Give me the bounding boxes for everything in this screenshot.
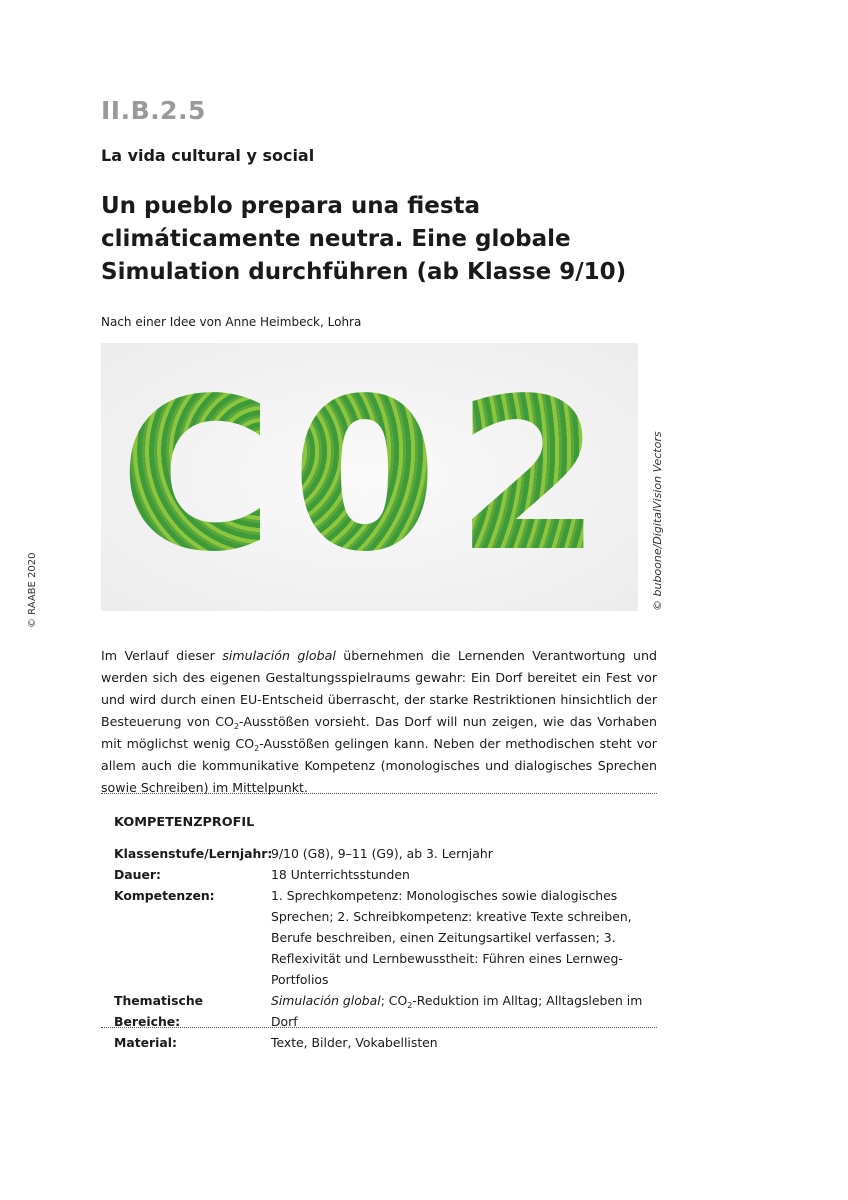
subscript: 2 [233, 722, 240, 731]
profile-heading: KOMPETENZPROFIL [114, 815, 255, 830]
text: übernehmen die Lernenden Verantwortung und werden sich des eigenen Gestaltungsspielraums gewahr: Ein Dorf bereitet ein Fest vor und wird durch einen EU-Entscheid überrascht, der starke Restriktionen hinsichtlich der Besteuerung von CO [101, 648, 657, 729]
subscript: 2 [407, 1001, 413, 1010]
profile-value: Texte, Bilder, Vokabellisten [271, 1035, 438, 1050]
profile-label: Dauer: [114, 867, 161, 882]
profile-value [271, 990, 654, 1032]
profile-label: Klassenstufe/Lernjahr: [114, 846, 273, 861]
page-title: Un pueblo prepara una fiesta climáticamente neutra. Eine globale Simulation durchführen (ab Klasse 9/10) [101, 193, 627, 285]
profile-row [114, 843, 654, 864]
emphasis: Simulación global [271, 993, 381, 1008]
text: -Ausstößen gelingen kann. Neben der methodischen steht vor allem auch die kommunikative Kompetenz (monologisches und dialogisches Sprechen sowie Schreiben) im Mittelpunkt. [101, 736, 657, 795]
profile-row [114, 864, 654, 885]
profile-value: 18 Unterrichtsstunden [271, 867, 410, 882]
co2-illustration [101, 343, 638, 611]
profile-label: Thematische Bereiche: [114, 993, 204, 1029]
text: Im Verlauf dieser [101, 648, 223, 663]
image-credit: © buboone/DigitalVision Vectors [651, 431, 664, 611]
profile-row [114, 885, 654, 990]
profile-label: Material: [114, 1035, 177, 1050]
text: -Ausstößen vorsieht. Das Dorf will nun zeigen, wie das Vorhaben mit möglichst wenig CO [101, 714, 657, 751]
divider [101, 793, 657, 794]
copyright: © RAABE 2020 [27, 552, 38, 628]
subtitle: La vida cultural y social [101, 146, 315, 165]
divider [101, 1027, 657, 1028]
text: ; CO [380, 993, 408, 1008]
profile-label: Kompetenzen: [114, 888, 215, 903]
intro-paragraph [101, 645, 657, 799]
profile-table [114, 843, 654, 1053]
profile-row [114, 1032, 654, 1053]
profile-value: 1. Sprechkompetenz: Monologisches sowie dialogisches Sprechen; 2. Schreibkompetenz: kreative Texte schreiben, Berufe beschreiben, einen Zeitungsartikel verfassen; 3. Reflexivität und Lernbewusstheit: Führen eines Lernweg-Portfolios [271, 888, 632, 987]
author-note: Nach einer Idee von Anne Heimbeck, Lohra [101, 315, 362, 329]
section-code: II.B.2.5 [101, 96, 206, 125]
subscript: 2 [254, 744, 260, 753]
profile-row [114, 990, 654, 1032]
profile-value: 9/10 (G8), 9–11 (G9), ab 3. Lernjahr [271, 846, 493, 861]
emphasis: simulación global [222, 648, 336, 663]
co2-graphic-text: C02 [101, 351, 638, 601]
text: -Reduktion im Alltag; Alltagsleben im Dorf [271, 993, 643, 1029]
